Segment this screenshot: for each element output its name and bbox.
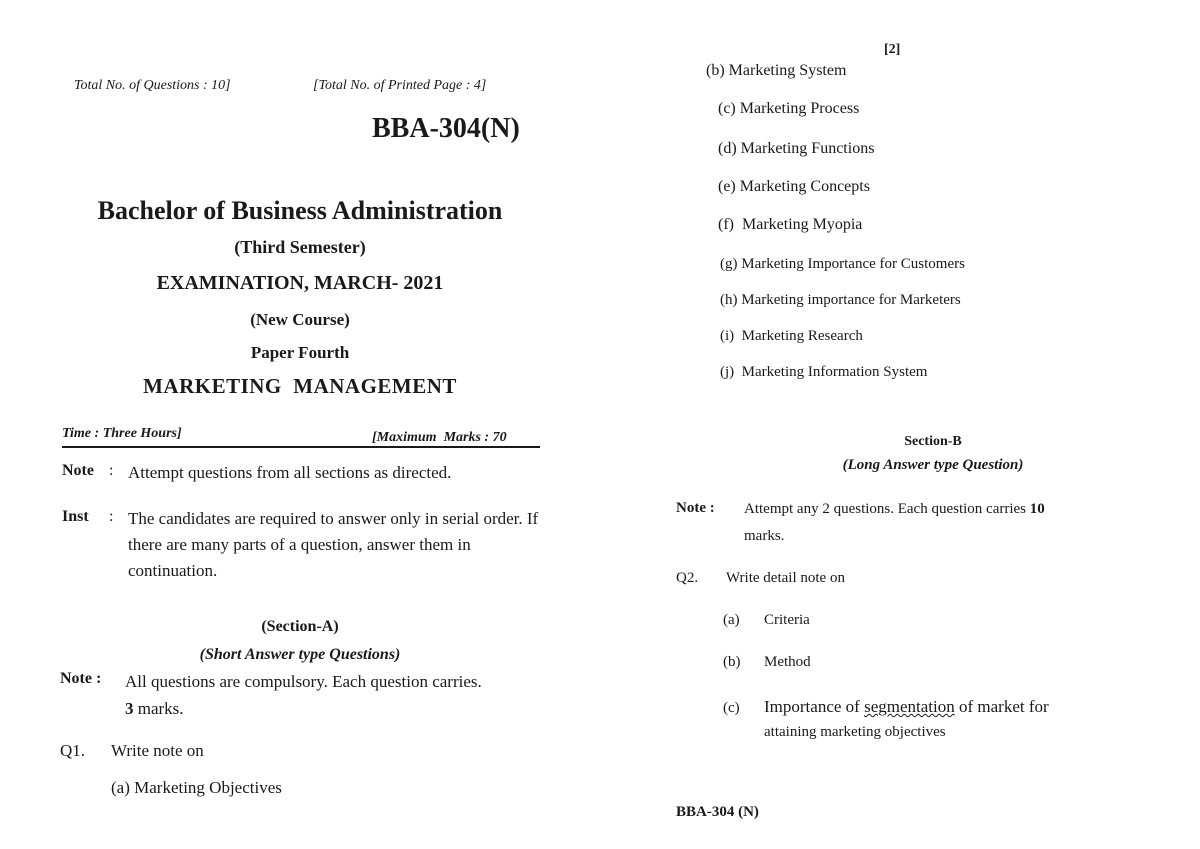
subject: MARKETING MANAGEMENT	[143, 374, 457, 398]
note-text: Attempt questions from all sections as directed.	[128, 463, 452, 482]
section-b-note-label: Note :	[676, 500, 715, 516]
list-item: (h) Marketing importance for Marketers	[720, 292, 961, 308]
section-b-subtitle: (Long Answer type Question)	[842, 457, 1024, 473]
total-questions: Total No. of Questions : 10]	[74, 78, 231, 93]
section-b-note-text	[744, 501, 1045, 518]
q2-label: Q2.	[676, 570, 699, 586]
divider-rule	[62, 446, 540, 448]
degree-title: Bachelor of Business Administration	[97, 196, 503, 225]
q1-label: Q1.	[60, 741, 86, 760]
list-item: (d) Marketing Functions	[718, 140, 875, 157]
note2-marks: 3	[125, 699, 134, 718]
q1-text: Write note on	[111, 741, 204, 760]
section-b-note-line2: marks.	[744, 528, 785, 544]
inst-colon: :	[109, 508, 114, 525]
q2-item-c-emphasis: segmentation	[864, 697, 955, 716]
note2-marks-suffix: marks.	[133, 699, 184, 718]
examination: EXAMINATION, MARCH- 2021	[156, 272, 444, 294]
note2-label: Note :	[60, 670, 102, 687]
footer-code: BBA-304 (N)	[676, 804, 759, 820]
q2-item-b-text: Method	[764, 654, 811, 670]
note2-text-line1: All questions are compulsory. Each question carries.	[125, 672, 482, 691]
q2-text: Write detail note on	[726, 570, 845, 586]
list-item: (g) Marketing Importance for Customers	[720, 256, 965, 272]
q1-item-a: (a) Marketing Objectives	[111, 778, 282, 797]
list-item: (i) Marketing Research	[720, 328, 863, 344]
note-label: Note	[62, 462, 94, 479]
q2-item-c-after: of market for	[954, 697, 1049, 716]
section-a-title: (Section-A)	[261, 618, 339, 635]
q2-item-c-text	[764, 697, 1049, 717]
total-pages: [Total No. of Printed Page : 4]	[313, 78, 487, 93]
note2-text-line2	[125, 699, 184, 719]
q2-item-c-line2: attaining marketing objectives	[764, 724, 946, 740]
list-item: (c) Marketing Process	[718, 100, 860, 117]
q2-item-a-text: Criteria	[764, 612, 810, 628]
list-item: (b) Marketing System	[706, 62, 847, 79]
q2-item-c-label: (c)	[723, 700, 740, 716]
time-allowed: Time : Three Hours]	[62, 426, 182, 441]
page-number: [2]	[884, 42, 901, 57]
q2-item-c-before: Importance of	[764, 697, 865, 716]
q2-item-b-label: (b)	[723, 654, 741, 670]
paper-code: BBA-304(N)	[372, 113, 520, 144]
course: (New Course)	[250, 310, 350, 329]
list-item: (e) Marketing Concepts	[718, 178, 870, 195]
section-b-title: Section-B	[904, 434, 962, 449]
list-item: (f) Marketing Myopia	[718, 216, 863, 233]
semester: (Third Semester)	[234, 237, 366, 257]
inst-label: Inst	[62, 508, 89, 525]
paper-number: Paper Fourth	[250, 343, 350, 362]
right-page	[600, 0, 1200, 849]
max-marks: [Maximum Marks : 70	[372, 430, 507, 445]
section-b-note-marks: 10	[1029, 501, 1045, 517]
list-item: (j) Marketing Information System	[720, 364, 928, 380]
section-b-note-line1: Attempt any 2 questions. Each question carries	[744, 501, 1027, 517]
q2-item-a-label: (a)	[723, 612, 740, 628]
section-a-subtitle: (Short Answer type Questions)	[199, 646, 401, 663]
note-colon: :	[109, 462, 114, 479]
inst-text: The candidates are required to answer only in serial order. If there are many parts of a question, answer them in continuation.	[128, 509, 539, 580]
